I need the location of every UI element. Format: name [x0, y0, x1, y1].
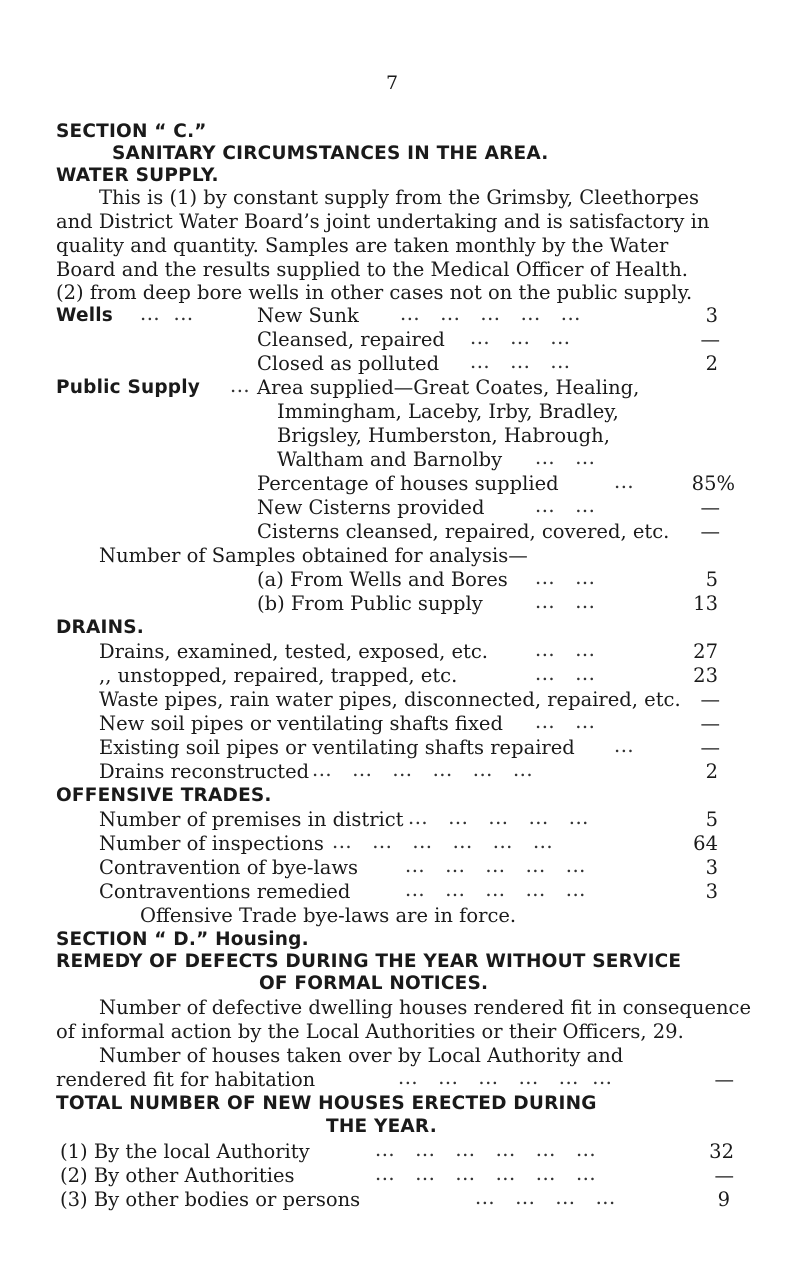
drains-heading: DRAINS. — [56, 617, 145, 638]
leader-dots: ... — [614, 470, 635, 493]
water-para-line: quality and quantity. Samples are taken monthly by the Water — [56, 234, 669, 257]
samples-row-label: (a) From Wells and Bores — [257, 568, 508, 591]
samples-row-value: 5 — [705, 568, 718, 591]
drains-row-label: ,, unstopped, repaired, trapped, etc. — [99, 664, 458, 687]
houses-taken-over-para: Number of houses taken over by Local Authority and — [99, 1044, 624, 1067]
total-houses-title: THE YEAR. — [326, 1116, 437, 1137]
leader-dots: ... ... ... ... ... — [405, 878, 586, 901]
leader-dots: ... ... ... ... ... ... — [375, 1138, 597, 1161]
water-para-line: (2) from deep bore wells in other cases not on the public supply. — [56, 281, 693, 304]
offensive-row-value: 64 — [693, 832, 718, 855]
drains-row-value: — — [700, 736, 720, 759]
samples-label: Number of Samples obtained for analysis— — [99, 544, 528, 567]
leader-dots: ... ... — [535, 710, 596, 733]
wells-row-label: Cleansed, repaired — [257, 328, 445, 351]
public-supply-row-value: 85% — [691, 472, 735, 495]
leader-dots: ... ... — [140, 302, 194, 325]
wells-row-label: New Sunk — [257, 304, 359, 327]
leader-dots: ... ... ... ... ... — [408, 806, 589, 829]
public-supply-row-value: — — [700, 496, 720, 519]
public-supply-label: Public Supply — [56, 377, 201, 398]
wells-row-value: — — [700, 328, 720, 351]
leader-dots: ... ... ... — [470, 350, 571, 373]
leader-dots: ... ... ... ... ... ... — [375, 1162, 597, 1185]
drains-row-label: Waste pipes, rain water pipes, disconnected, repaired, etc. — [99, 688, 681, 711]
leader-dots: ... ... — [535, 494, 596, 517]
defective-houses-para: Number of defective dwelling houses rendered fit in consequence — [99, 996, 752, 1019]
houses-erected-row-value: — — [714, 1164, 734, 1187]
area-supplied-line: Area supplied—Great Coates, Healing, — [257, 376, 640, 399]
leader-dots: ... ... — [535, 446, 596, 469]
drains-row-label: Existing soil pipes or ventilating shafts repaired — [99, 736, 575, 759]
area-supplied-line: Immingham, Laceby, Irby, Bradley, — [277, 400, 619, 423]
remedy-title: REMEDY OF DEFECTS DURING THE YEAR WITHOUT SERVICE — [56, 951, 682, 972]
drains-row-value: — — [700, 688, 720, 711]
offensive-trades-heading: OFFENSIVE TRADES. — [56, 785, 272, 806]
leader-dots: ... ... — [535, 662, 596, 685]
offensive-row-label: Contravention of bye-laws — [99, 856, 359, 879]
offensive-row-value: 3 — [705, 856, 718, 879]
samples-row-value: 13 — [693, 592, 718, 615]
houses-taken-over-value: — — [714, 1068, 734, 1091]
offensive-row-label: Number of premises in district — [99, 808, 404, 831]
wells-row-value: 2 — [705, 352, 718, 375]
leader-dots: ... ... — [535, 638, 596, 661]
remedy-title: OF FORMAL NOTICES. — [259, 973, 489, 994]
houses-erected-row-value: 9 — [717, 1188, 730, 1211]
public-supply-row-label: Percentage of houses supplied — [257, 472, 559, 495]
water-para-line: and District Water Board’s joint undertaking and is satisfactory in — [56, 210, 710, 233]
public-supply-row-label: Cisterns cleansed, repaired, covered, etc. — [257, 520, 670, 543]
samples-row-label: (b) From Public supply — [257, 592, 483, 615]
section-c-heading: SECTION “ C.” — [56, 121, 207, 142]
offensive-row-value: 5 — [705, 808, 718, 831]
leader-dots: ... ... — [535, 566, 596, 589]
water-para-line: Board and the results supplied to the Medical Officer of Health. — [56, 258, 688, 281]
offensive-row-label: Number of inspections — [99, 832, 324, 855]
houses-taken-over-para: rendered fit for habitation — [56, 1068, 316, 1091]
drains-row-value: 27 — [693, 640, 718, 663]
leader-dots: ... ... ... ... ... ... — [332, 830, 554, 853]
leader-dots: ... — [230, 374, 251, 397]
page-number: 7 — [386, 72, 399, 94]
wells-row-value: 3 — [705, 304, 718, 327]
sanitary-title: SANITARY CIRCUMSTANCES IN THE AREA. — [112, 143, 549, 164]
area-supplied-line: Waltham and Barnolby — [277, 448, 503, 471]
offensive-row-label: Contraventions remedied — [99, 880, 351, 903]
drains-row-label: Drains, examined, tested, exposed, etc. — [99, 640, 488, 663]
houses-erected-row-label: (3) By other bodies or persons — [60, 1188, 361, 1211]
offensive-note: Offensive Trade bye-laws are in force. — [140, 904, 517, 927]
public-supply-row-value: — — [700, 520, 720, 543]
leader-dots: ... — [614, 734, 635, 757]
drains-row-label: Drains reconstructed — [99, 760, 310, 783]
wells-row-label: Closed as polluted — [257, 352, 440, 375]
drains-row-value: 23 — [693, 664, 718, 687]
leader-dots: ... ... ... ... ... ... — [312, 758, 534, 781]
offensive-row-value: 3 — [705, 880, 718, 903]
section-d-heading: SECTION “ D.” Housing. — [56, 929, 309, 950]
drains-row-value: — — [700, 712, 720, 735]
leader-dots: ... ... — [535, 590, 596, 613]
water-supply-heading: WATER SUPPLY. — [56, 165, 219, 186]
public-supply-row-label: New Cisterns provided — [257, 496, 485, 519]
water-para-line: This is (1) by constant supply from the Grimsby, Cleethorpes — [99, 186, 699, 209]
total-houses-title: TOTAL NUMBER OF NEW HOUSES ERECTED DURING — [56, 1093, 597, 1114]
leader-dots: ... ... ... ... ... ... — [398, 1066, 613, 1089]
area-supplied-line: Brigsley, Humberston, Habrough, — [277, 424, 610, 447]
houses-erected-row-label: (2) By other Authorities — [60, 1164, 295, 1187]
drains-row-value: 2 — [705, 760, 718, 783]
drains-row-label: New soil pipes or ventilating shafts fixed — [99, 712, 503, 735]
defective-houses-para: of informal action by the Local Authorities or their Officers, 29. — [56, 1020, 684, 1043]
houses-erected-row-label: (1) By the local Authority — [60, 1140, 310, 1163]
wells-label: Wells — [56, 305, 113, 326]
leader-dots: ... ... ... ... ... — [405, 854, 586, 877]
leader-dots: ... ... ... ... — [475, 1186, 616, 1209]
leader-dots: ... ... ... — [470, 326, 571, 349]
leader-dots: ... ... ... ... ... — [400, 302, 581, 325]
houses-erected-row-value: 32 — [709, 1140, 734, 1163]
